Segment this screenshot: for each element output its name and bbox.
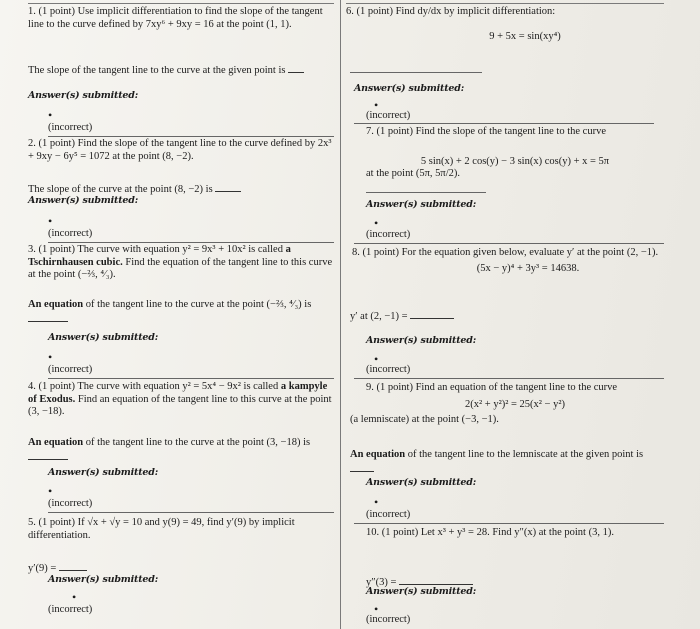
bullet-icon: • <box>48 484 53 498</box>
problem-2-question: The slope of the curve at the point (8, −2) is <box>28 182 334 197</box>
problem-6-equation: 9 + 5x = sin(xy⁴) <box>489 30 561 42</box>
bullet-icon: • <box>48 214 53 228</box>
divider <box>48 512 334 513</box>
problem-5-statement: 5. (1 point) If √x + √y = 10 and y(9) = 49, find y′(9) by implicit differentiation. <box>28 517 295 541</box>
bullet-icon: • <box>48 350 53 364</box>
answers-submitted-label: Answer(s) submitted: <box>48 332 159 343</box>
column-divider <box>340 0 341 629</box>
divider <box>48 136 334 137</box>
divider <box>354 523 664 524</box>
answers-submitted-label: Answer(s) submitted: <box>48 467 159 478</box>
status-incorrect: (incorrect) <box>48 498 93 509</box>
problem-6 <box>346 6 664 43</box>
divider <box>48 378 334 379</box>
problem-5-question: y′(9) = <box>28 561 334 576</box>
divider <box>48 242 334 243</box>
problem-9-equation: 2(x² + y²)² = 25(x² − y²) <box>465 398 565 410</box>
answer-line <box>350 72 482 73</box>
answer-blank[interactable] <box>288 63 304 73</box>
problem-5 <box>28 517 334 542</box>
problem-10-question: y″(3) = <box>366 575 664 590</box>
problem-10 <box>366 527 664 540</box>
bullet-icon: • <box>374 602 379 616</box>
bullet-icon: • <box>374 495 379 509</box>
problem-1-statement: 1. (1 point) Use implicit differentiation to find the slope of the tangent line to the curve defined by 7xy⁶ + 9xy = 16 at the point (1, 1). <box>28 6 323 30</box>
status-incorrect: (incorrect) <box>366 364 411 375</box>
problem-7-point: at the point (5π, 5π/2). <box>366 168 461 179</box>
bullet-icon: • <box>374 98 379 112</box>
status-incorrect: (incorrect) <box>366 614 411 625</box>
answers-submitted-label: Answer(s) submitted: <box>354 83 465 94</box>
bullet-icon: • <box>72 590 77 604</box>
status-incorrect: (incorrect) <box>366 110 411 121</box>
problem-8 <box>352 247 664 275</box>
answers-submitted-label: Answer(s) submitted: <box>366 477 477 488</box>
answer-line <box>366 192 486 193</box>
status-incorrect: (incorrect) <box>366 229 411 240</box>
problem-2 <box>28 138 334 163</box>
answers-submitted-label: Answer(s) submitted: <box>366 199 477 210</box>
divider <box>354 378 664 379</box>
bullet-icon: • <box>48 108 53 122</box>
answers-submitted-label: Answer(s) submitted: <box>28 195 139 206</box>
answers-submitted-label: Answer(s) submitted: <box>366 586 477 597</box>
problem-8-question: y′ at (2, −1) = <box>350 309 664 324</box>
problem-2-statement: 2. (1 point) Find the slope of the tangent line to the curve defined by 2x³ + 9xy − 6y⁵ = 1072 at the point (8, −2). <box>28 138 332 162</box>
problem-8-equation: (5x − y)⁴ + 3y³ = 14638. <box>476 262 580 274</box>
bullet-icon: • <box>374 352 379 366</box>
problem-3: 3. (1 point) The curve with equation y² = 9x³ + 10x² is called a Tschirnhausen cubic. Find the equation of the tangent line to this curve at the point (−⅔, ⁴⁄₃). <box>28 244 333 280</box>
problem-9 <box>350 382 664 427</box>
problem-9-question: An equation of the tangent line to the lemniscate at the given point is <box>350 449 664 476</box>
problem-1 <box>28 6 334 31</box>
problem-6-statement: 6. (1 point) Find dy/dx by implicit differentiation: <box>346 6 556 17</box>
answer-blank[interactable] <box>28 312 68 322</box>
problem-7 <box>366 126 664 181</box>
left-column <box>28 0 334 629</box>
answers-submitted-label: Answer(s) submitted: <box>48 574 159 585</box>
right-column <box>346 0 664 629</box>
answer-blank[interactable] <box>215 182 241 192</box>
problem-4-question: An equation of the tangent line to the curve at the point (3, −18) is <box>28 437 334 464</box>
answer-blank[interactable] <box>59 561 87 571</box>
problem-7-statement: 7. (1 point) Find the slope of the tangent line to the curve <box>366 126 606 137</box>
status-incorrect: (incorrect) <box>48 364 93 375</box>
problem-7-equation: 5 sin(x) + 2 cos(y) − 3 sin(x) cos(y) + x = 5π <box>420 155 610 167</box>
answer-blank[interactable] <box>410 309 454 319</box>
status-incorrect: (incorrect) <box>48 228 93 239</box>
divider <box>354 243 664 244</box>
status-incorrect: (incorrect) <box>366 509 411 520</box>
answer-blank[interactable] <box>399 575 473 585</box>
problem-4: 4. (1 point) The curve with equation y² = 5x⁴ − 9x² is called a kampyle of Exodus. Find an equation of the tangent line to this curve at the point (3, −18). <box>28 381 332 417</box>
problem-9-point: (a lemniscate) at the point (−3, −1). <box>350 414 499 425</box>
divider <box>354 123 654 124</box>
answers-submitted-label: Answer(s) submitted: <box>366 335 477 346</box>
bullet-icon: • <box>374 216 379 230</box>
answer-blank[interactable] <box>28 450 68 460</box>
answers-submitted-label: Answer(s) submitted: <box>28 90 139 101</box>
status-incorrect: (incorrect) <box>48 604 93 615</box>
problem-9-statement: 9. (1 point) Find an equation of the tangent line to the curve <box>366 382 618 393</box>
answer-blank[interactable] <box>350 462 374 472</box>
status-incorrect: (incorrect) <box>48 122 93 133</box>
problem-10-statement: 10. (1 point) Let x³ + y³ = 28. Find y″(x) at the point (3, 1). <box>366 527 614 538</box>
problem-8-statement: 8. (1 point) For the equation given below, evaluate y′ at the point (2, −1). <box>352 247 659 258</box>
problem-3-question: An equation of the tangent line to the curve at the point (−⅔, ⁴⁄₃) is <box>28 299 334 326</box>
problem-1-question: The slope of the tangent line to the curve at the given point is <box>28 63 334 78</box>
